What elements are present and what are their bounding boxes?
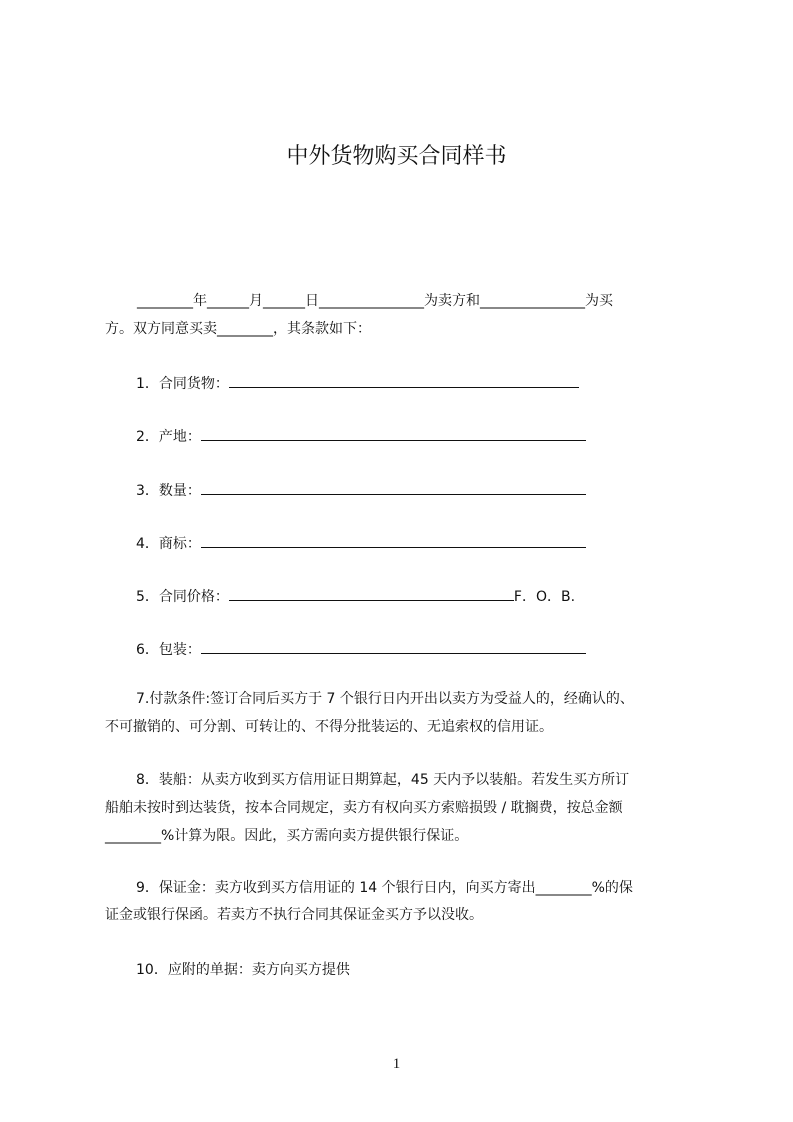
item-origin xyxy=(136,426,586,446)
item-price xyxy=(136,586,575,606)
blank-line xyxy=(201,533,586,548)
blank-line xyxy=(201,426,586,441)
item-label: 6．包装： xyxy=(136,642,201,658)
item-goods xyxy=(136,373,579,393)
clause8-line-3: ________%计算为限。因此，买方需向卖方提供银行保证。 xyxy=(105,828,469,844)
clause7-line-1: 7.付款条件:签订合同后买方于 7 个银行日内开出以卖方为受益人的，经确认的、 xyxy=(136,691,634,707)
item-packing xyxy=(136,639,586,659)
blank-line xyxy=(201,639,586,654)
clause9-line-1: 9．保证金：卖方收到买方信用证的 14 个银行日内，向买方寄出________%的保 xyxy=(136,880,633,896)
item-trademark xyxy=(136,533,586,553)
price-term: F．O．B. xyxy=(513,589,576,605)
intro-line-2: 方。双方同意买卖________，其条款如下： xyxy=(105,321,371,337)
blank-line xyxy=(229,586,514,601)
clause9-line-2: 证金或银行保函。若卖方不执行合同其保证金买方予以没收。 xyxy=(105,907,483,923)
page-number: 1 xyxy=(392,1056,401,1072)
clause10-line-1: 10．应附的单据：卖方向买方提供 xyxy=(136,962,350,978)
item-label: 2．产地： xyxy=(136,429,201,445)
item-label: 5．合同价格： xyxy=(136,589,229,605)
item-label: 1．合同货物： xyxy=(136,376,229,392)
item-label: 4．商标： xyxy=(136,536,201,552)
blank-line xyxy=(201,480,586,495)
document-title: 中外货物购买合同样书 xyxy=(286,144,507,169)
clause8-line-1: 8．装船：从卖方收到买方信用证日期算起，45 天内予以装船。若发生买方所订 xyxy=(136,772,630,788)
clause8-line-2: 船舶未按时到达装货，按本合同规定，卖方有权向买方索赔损毁 / 耽搁费，按总金额 xyxy=(105,800,623,816)
intro-line-1: ________年______月______日_______________为卖方和_______________为买 xyxy=(137,293,613,309)
item-label: 3．数量： xyxy=(136,483,201,499)
item-quantity xyxy=(136,480,586,500)
clause7-line-2: 不可撤销的、可分割、可转让的、不得分批装运的、无追索权的信用证。 xyxy=(105,719,553,735)
blank-line xyxy=(229,373,579,388)
